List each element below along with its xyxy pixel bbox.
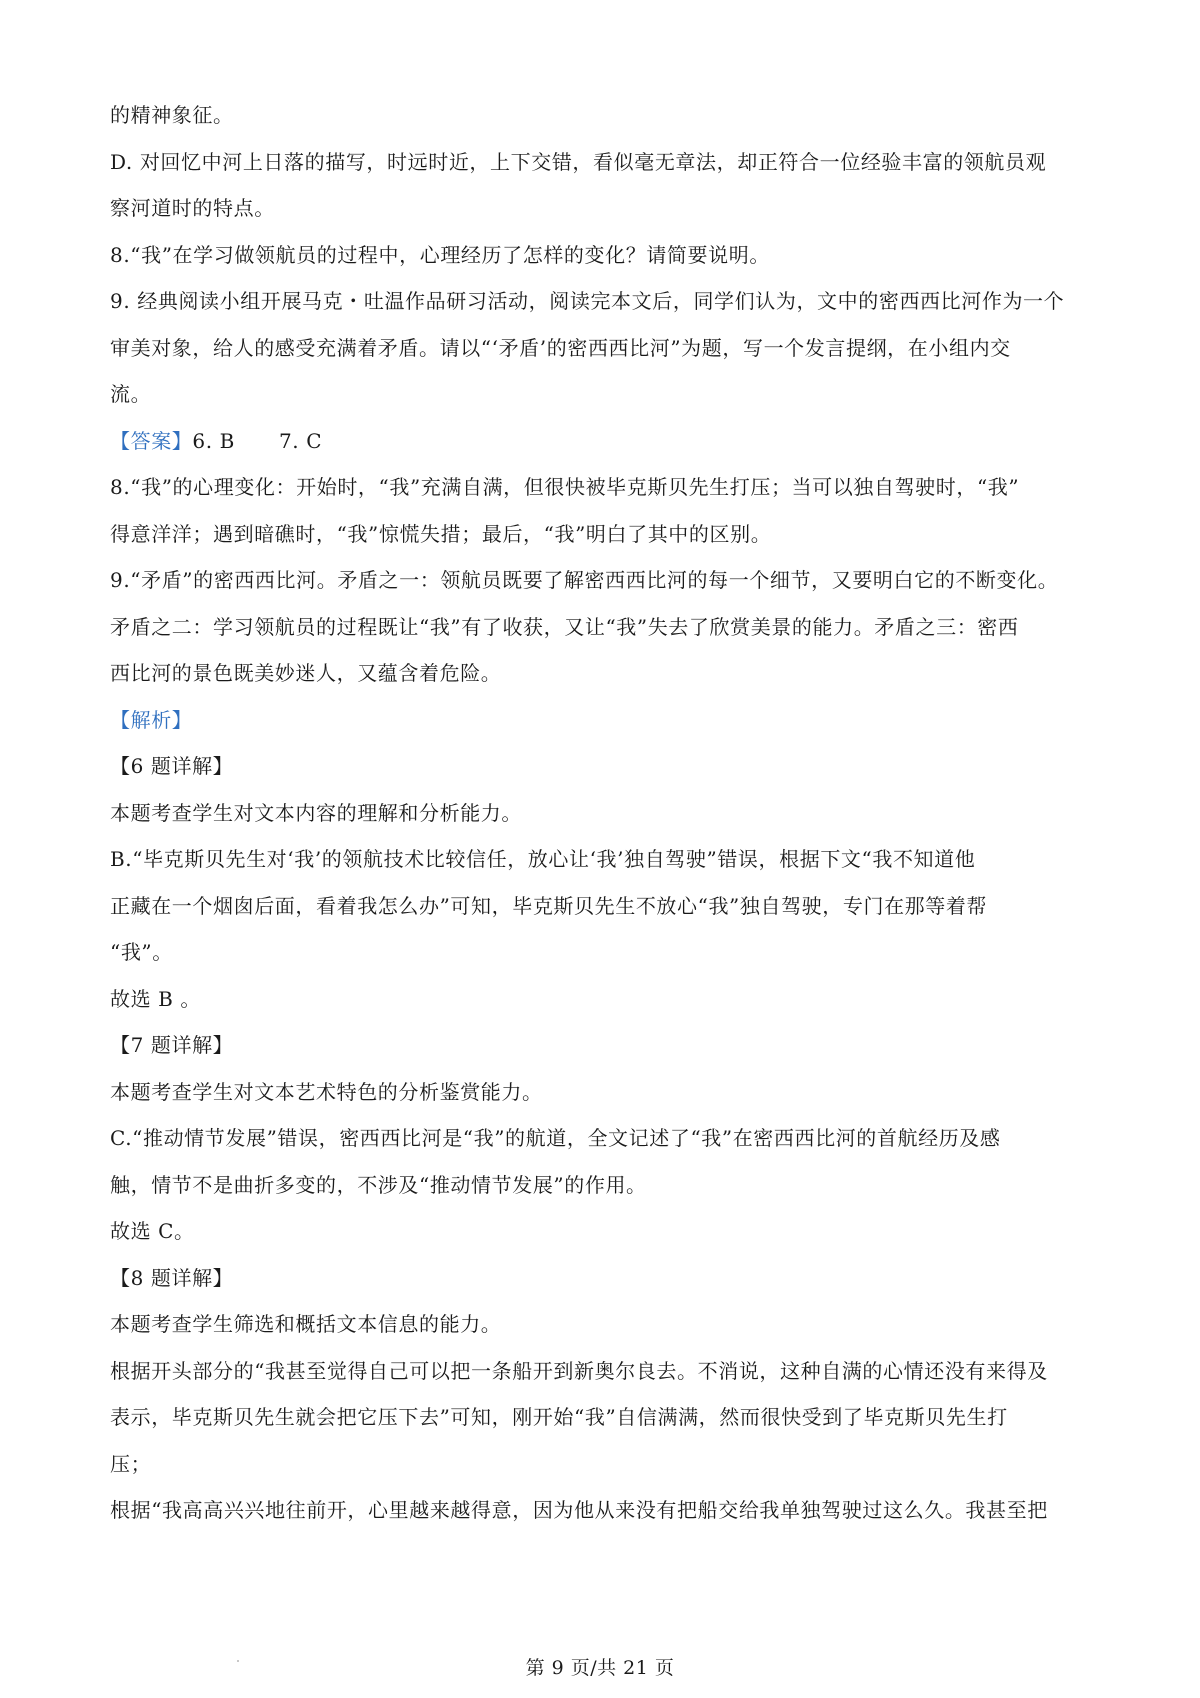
analysis-line: 本题考查学生对文本艺术特色的分析鉴赏能力。	[110, 1079, 543, 1104]
answer-9-line: 西比河的景色既美妙迷人，又蕴含着危险。	[110, 661, 502, 685]
question-8: 8.“我”在学习做领航员的过程中，心理经历了怎样的变化？请简要说明。	[110, 242, 770, 267]
text-line: 的精神象征。	[110, 103, 234, 127]
question-9: 9. 经典阅读小组开展马克・吐温作品研习活动，阅读完本文后，同学们认为，文中的密西西比河作为一个	[110, 289, 1065, 313]
answer-8-line: 得意洋洋；遇到暗礁时，“我”惊慌失措；最后，“我”明白了其中的区别。	[110, 521, 772, 546]
analysis-line: 根据开头部分的“我甚至觉得自己可以把一条船开到新奥尔良去。不消说，这种自满的心情还没有来得及	[110, 1358, 1048, 1383]
text-line: 流。	[110, 382, 152, 406]
analysis-line: 正藏在一个烟囱后面，看着我怎么办”可知，毕克斯贝先生不放心“我”独自驾驶，专门在那等着帮	[110, 893, 988, 918]
section-heading-7: 【7 题详解】	[110, 1033, 234, 1057]
analysis-line: 压；	[110, 1451, 152, 1476]
answer-tag: 【答案】	[110, 428, 193, 453]
analysis-line: “我”。	[110, 940, 173, 964]
analysis-line: 根据“我高高兴兴地往前开，心里越来越得意，因为他从来没有把船交给我单独驾驶过这么久。我甚至把	[110, 1498, 1048, 1522]
analysis-line: B.“毕克斯贝先生对‘我’的领航技术比较信任，放心让‘我’独自驾驶”错误，根据下文“我不知道他	[110, 847, 976, 871]
analysis-tag: 【解析】	[110, 707, 193, 732]
answer-9-line: 9.“矛盾”的密西西比河。矛盾之一：领航员既要了解密西西比河的每一个细节，又要明白它的不断变化。	[110, 568, 1059, 592]
answer-9-line: 矛盾之二：学习领航员的过程既让“我”有了收获，又让“我”失去了欣赏美景的能力。矛盾之三：密西	[110, 614, 1019, 639]
analysis-line: 本题考查学生筛选和概括文本信息的能力。	[110, 1312, 502, 1336]
answer-q6: 6. B	[192, 428, 235, 453]
analysis-line: 故选 B 。	[110, 986, 202, 1011]
answer-q7: 7. C	[278, 428, 323, 453]
document-page	[110, 92, 1100, 1534]
analysis-line: 本题考查学生对文本内容的理解和分析能力。	[110, 800, 522, 825]
text-line: D. 对回忆中河上日落的描写，时远时近，上下交错，看似毫无章法，却正符合一位经验丰富的领航员观	[110, 149, 1047, 174]
analysis-line: 表示，毕克斯贝先生就会把它压下去”可知，刚开始“我”自信满满，然而很快受到了毕克斯贝先生打	[110, 1405, 1008, 1429]
section-heading-8: 【8 题详解】	[110, 1265, 234, 1290]
analysis-line: 故选 C。	[110, 1219, 195, 1243]
analysis-line: C.“推动情节发展”错误，密西西比河是“我”的航道，全文记述了“我”在密西西比河的首航经历及感	[110, 1126, 1001, 1150]
answer-line	[110, 418, 1100, 465]
text-line: 察河道时的特点。	[110, 196, 275, 220]
section-heading-6: 【6 题详解】	[110, 754, 234, 778]
answer-8-line: 8.“我”的心理变化：开始时，“我”充满自满，但很快被毕克斯贝先生打压；当可以独自驾驶时，“我”	[110, 475, 1020, 499]
page-footer: 第 9 页/共 21 页	[525, 1657, 675, 1679]
text-line: 审美对象，给人的感受充满着矛盾。请以“‘矛盾’的密西西比河”为题，写一个发言提纲，在小组内交	[110, 335, 1011, 360]
analysis-line: 触，情节不是曲折多变的，不涉及“推动情节发展”的作用。	[110, 1172, 647, 1197]
